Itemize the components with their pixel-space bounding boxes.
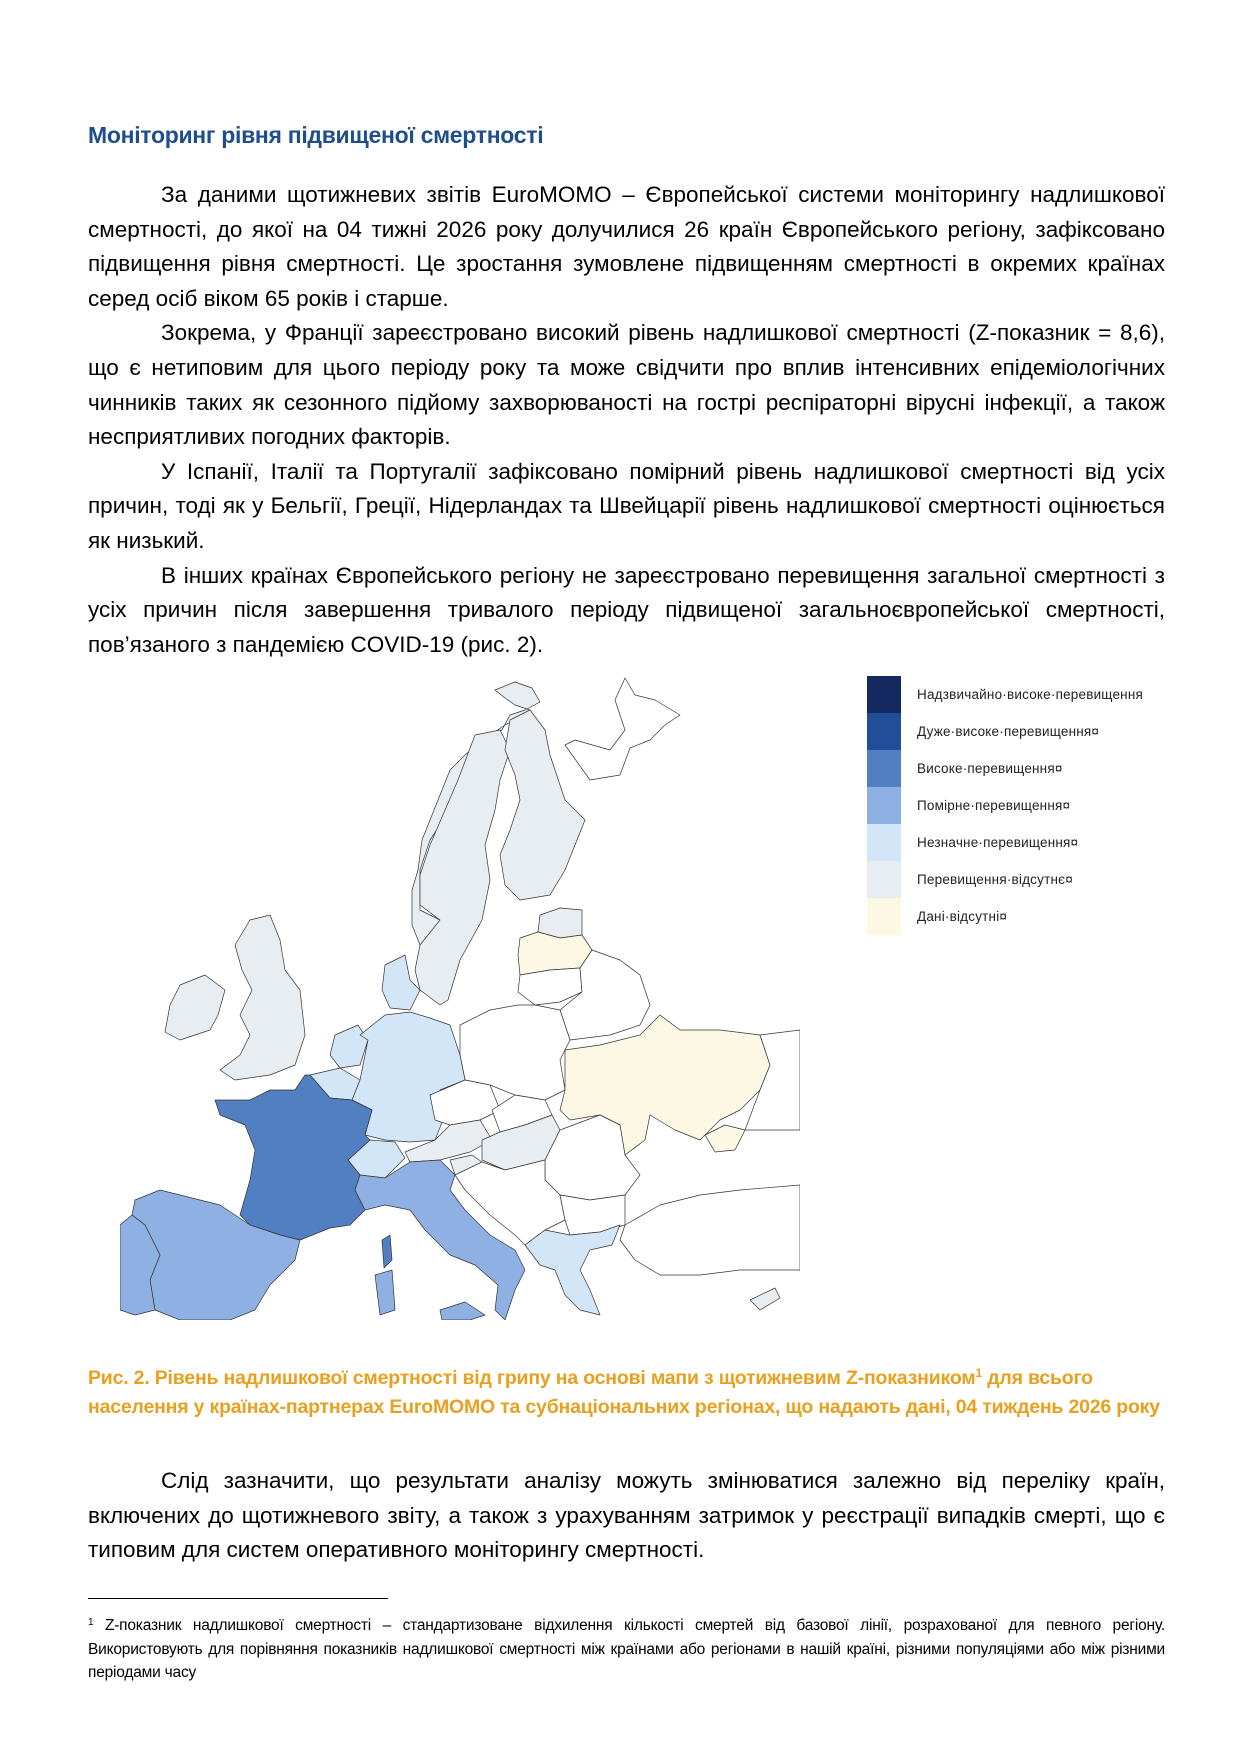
legend-swatch [867, 824, 901, 861]
figure-caption [88, 1364, 1165, 1422]
body-text-top [88, 178, 1165, 662]
legend-item [867, 898, 1177, 935]
legend-swatch [867, 787, 901, 824]
legend-label: Дані·відсутні¤ [917, 909, 1008, 924]
map-region-greece [525, 1225, 620, 1315]
paragraph: У Іспанії, Італії та Португалії зафіксовано помірний рівень надлишкової смертності від усіх причин, тоді як у Бельгії, Греції, Нідерландах та Швейцарії рівень надлишкової смертності оцінюється як низький. [88, 458, 1165, 553]
map-region-denmark [382, 955, 420, 1010]
section-heading: Моніторинг рівня підвищеної смертності [88, 122, 544, 148]
footnote [88, 1614, 1165, 1685]
map-region-finland [500, 710, 585, 900]
map-legend [867, 676, 1177, 935]
legend-swatch [867, 676, 901, 713]
paragraph: Слід зазначити, що результати аналізу можуть змінюватися залежно від переліку країн, включених до щотижневого звіту, а також з урахуванням затримок у реєстрації випадків смерті, що є типовим для систем оперативного моніторингу смертності. [88, 1468, 1165, 1563]
legend-item [867, 676, 1177, 713]
caption-text-continued: для всього населення у країнах-партнерах EuroMOMO та субнаціональних регіонах, що надають дані, 04 тиждень 2026 року [88, 1367, 1160, 1418]
legend-item [867, 787, 1177, 824]
map-region-uk [220, 915, 305, 1080]
legend-label: Незначне·перевищення¤ [917, 835, 1079, 850]
map-region-cyprus [750, 1288, 780, 1310]
map-region-ireland [165, 975, 225, 1040]
map-region-corsica [382, 1235, 392, 1268]
paragraph: За даними щотижневих звітів EuroMOMO – Європейської системи моніторингу надлишкової смертності, до якої на 04 тижні 2026 року долучилися 26 країн Європейського регіону, зафіксовано підвищення рівня смертності. Це зростання зумовлене підвищенням смертності в окремих країнах серед осіб віком 65 років і старше. [88, 182, 1165, 311]
map-region-turkey [620, 1185, 800, 1275]
paragraph: В інших країнах Європейського регіону не зареєстровано перевищення загальної смертності з усіх причин після завершення тривалого періоду підвищеної загальноєвропейської смертності, пов’язаного з пандемією COVID-19 (рис. 2). [88, 562, 1165, 657]
legend-item [867, 713, 1177, 750]
footnote-separator [88, 1598, 388, 1599]
legend-label: Помірне·перевищення¤ [917, 798, 1071, 813]
footnote-reference[interactable]: 1 [975, 1366, 983, 1380]
legend-label: Надзвичайно·високе·перевищення [917, 687, 1143, 702]
europe-map [120, 670, 800, 1320]
footnote-number: 1 [88, 1617, 94, 1628]
map-region-sweden [415, 730, 510, 1005]
paragraph: Зокрема, у Франції зареєстровано високий рівень надлишкової смертності (Z-показник = 8,6), що є нетиповим для цього періоду року та може свідчити про вплив інтенсивних епідеміологічних чинників таких як сезонного підйому захворюваності на гострі респіраторні вірусні інфекції, а також несприятливих погодних факторів. [88, 320, 1165, 450]
map-region-russia [565, 678, 680, 780]
map-region-netherlands [330, 1025, 368, 1068]
body-text-bottom [88, 1464, 1165, 1568]
legend-swatch [867, 861, 901, 898]
legend-label: Високе·перевищення¤ [917, 761, 1063, 776]
legend-item [867, 861, 1177, 898]
map-region-sardinia [375, 1270, 395, 1315]
caption-text: Рис. 2. Рівень надлишкової смертності від грипу на основі мапи з щотижневим Z-показником [88, 1367, 976, 1389]
footnote-text: Z-показник надлишкової смертності – стандартизоване відхилення кількості смертей від базової лінії, розрахованої для певного регіону. Використовують для порівняння показників надлишкової смертності між країнами або регіонами в нашій країні, різними популяціями або між різними періодами часу [88, 1617, 1165, 1681]
legend-label: Дуже·високе·перевищення¤ [917, 724, 1100, 739]
legend-item [867, 750, 1177, 787]
map-region-france [215, 1075, 372, 1240]
legend-item [867, 824, 1177, 861]
legend-label: Перевищення·відсутнє¤ [917, 872, 1073, 887]
legend-swatch [867, 898, 901, 935]
map-region-sicily [440, 1302, 485, 1320]
legend-swatch [867, 750, 901, 787]
legend-swatch [867, 713, 901, 750]
